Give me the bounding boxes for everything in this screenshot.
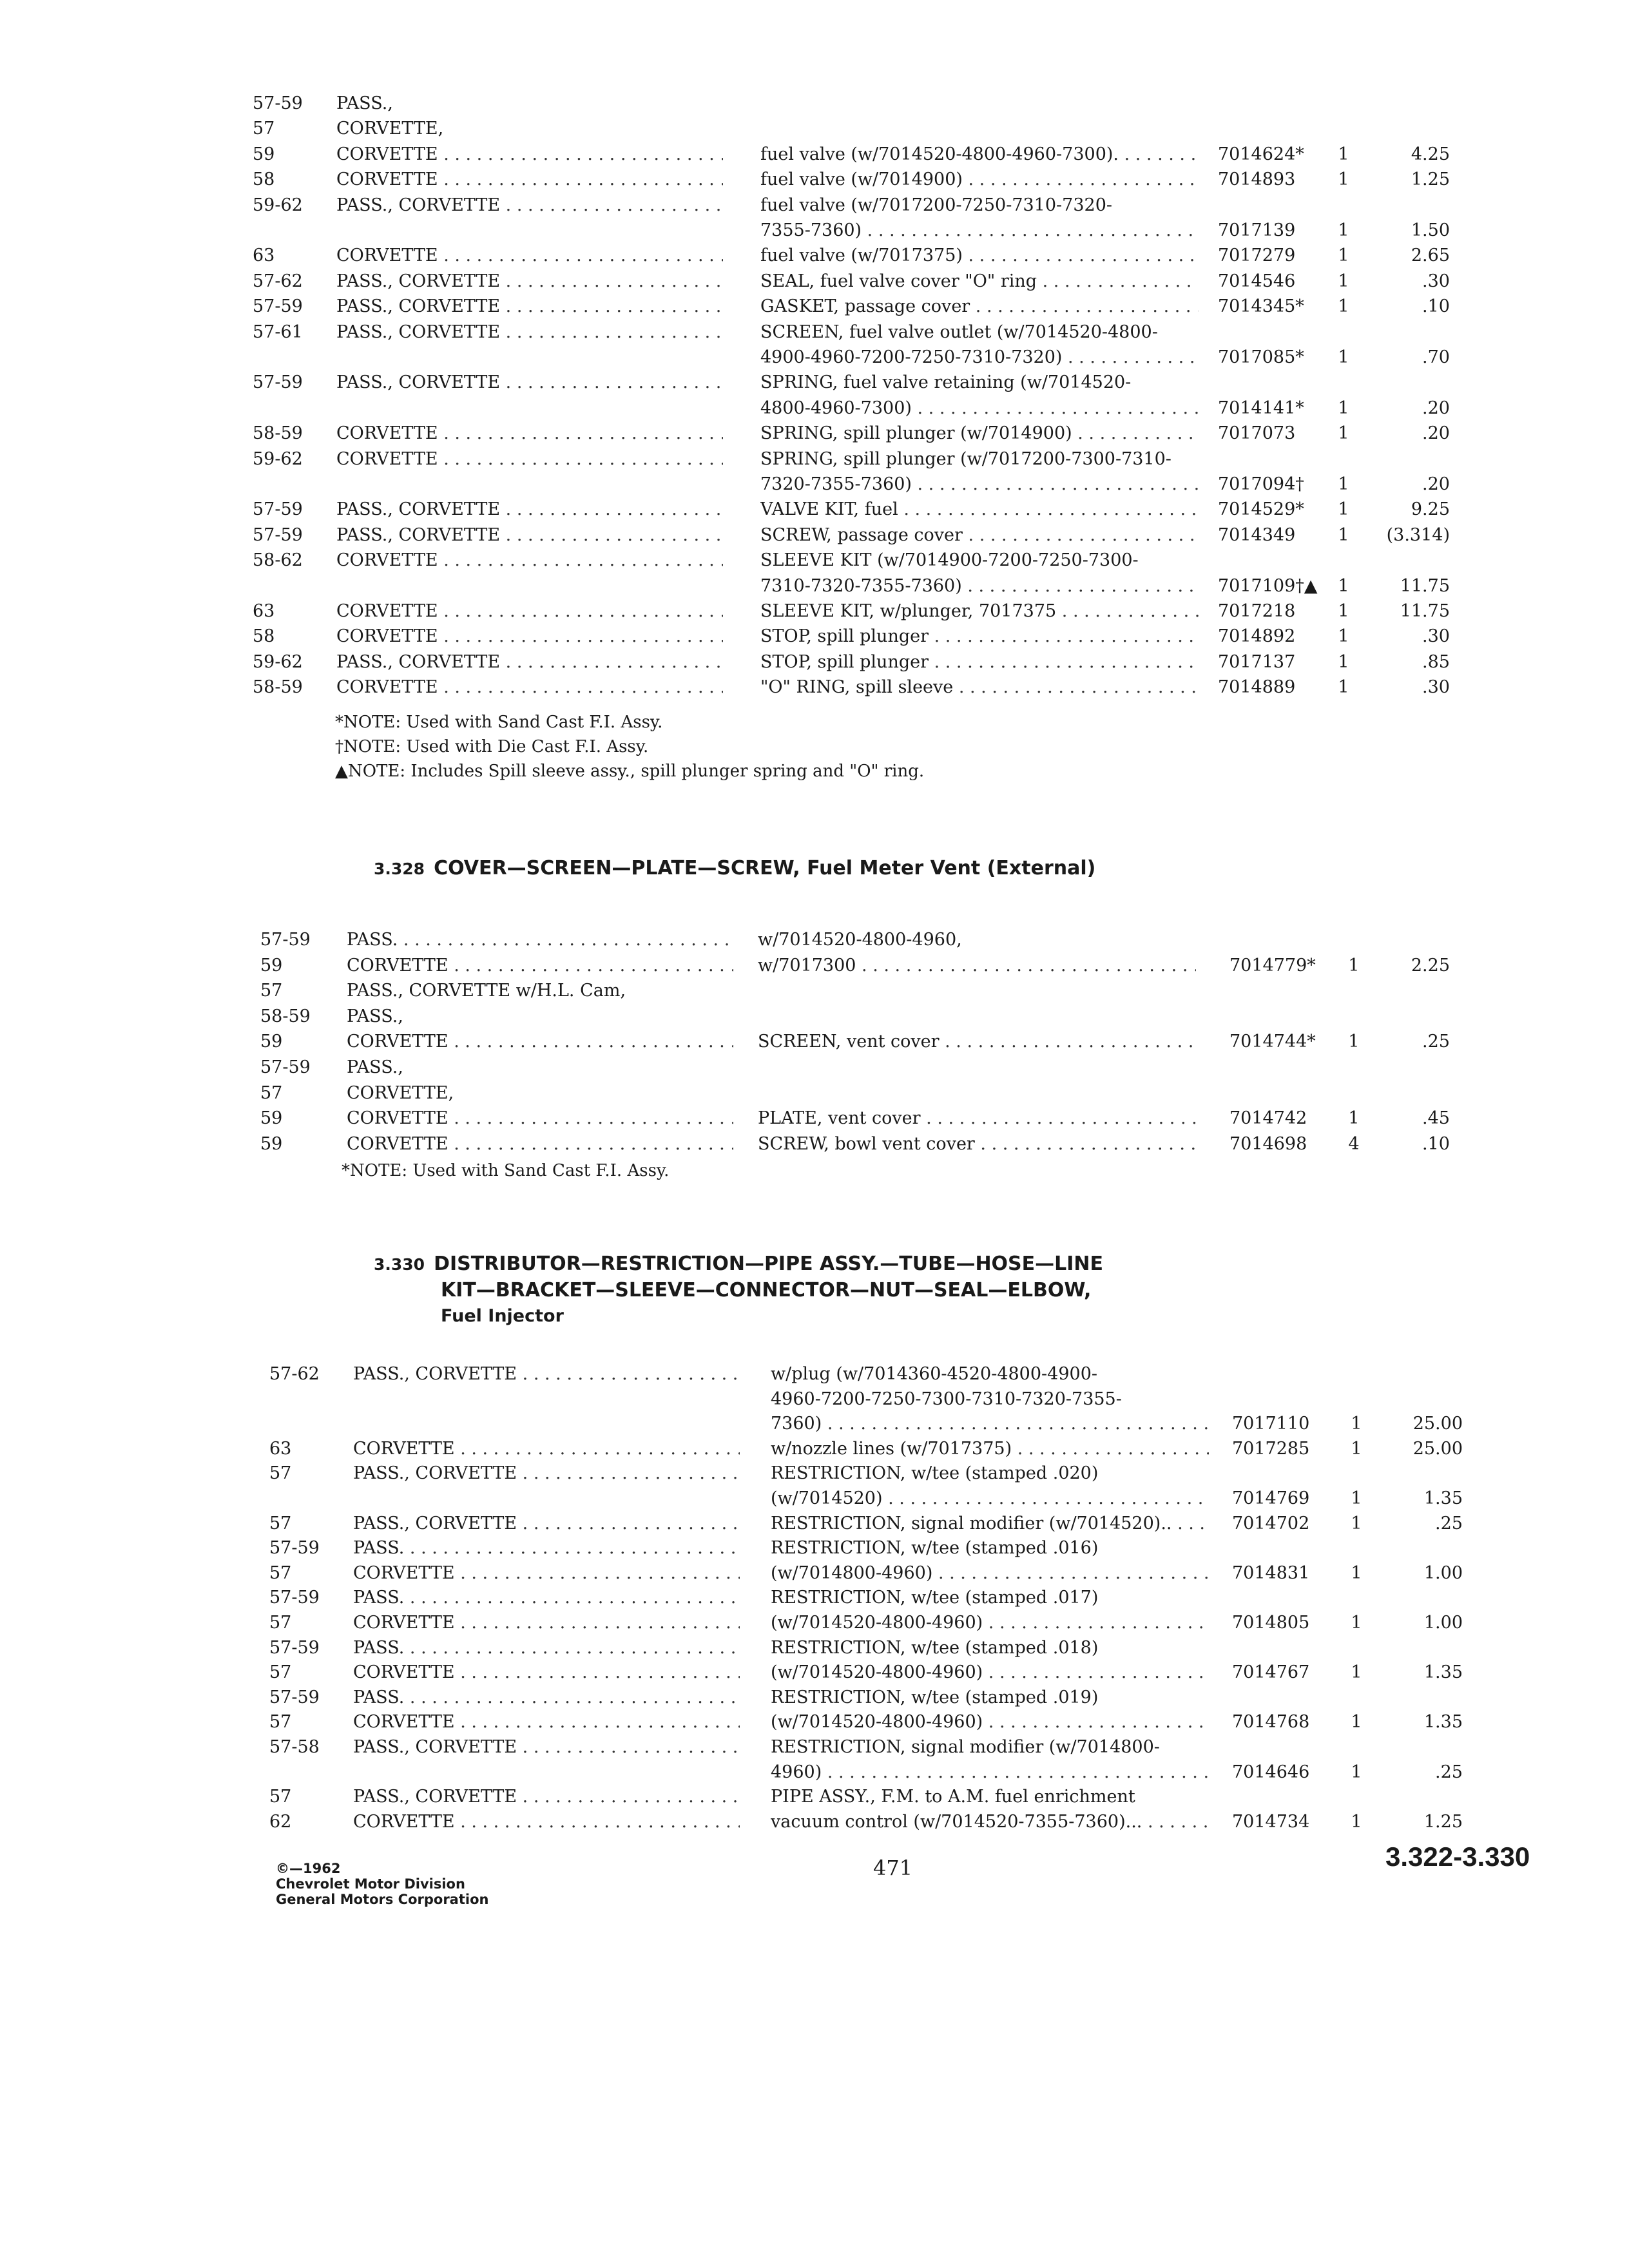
section-title-3328 (374, 856, 1469, 882)
year-range: 58-59 (253, 677, 303, 698)
quantity: 1 (1351, 1562, 1362, 1583)
part-number: 7017139 (1218, 220, 1296, 240)
part-number: 7014141* (1218, 398, 1304, 418)
year-range: 57 (269, 1787, 292, 1807)
model: PASS., (347, 1057, 403, 1077)
description: RESTRICTION, w/tee (stamped .018) (771, 1637, 1099, 1658)
description: vacuum control (w/7014520-7355-7360)... . . . (771, 1810, 1209, 1834)
part-number: 7014744* (1229, 1032, 1316, 1052)
table-row (0, 1686, 1629, 1710)
table-row (0, 1486, 1629, 1511)
description: 7360) . . . (771, 1412, 1209, 1436)
note-die-cast: †NOTE: Used with Die Cast F.I. Assy. (335, 737, 649, 756)
description: RESTRICTION, w/tee (stamped .020) (771, 1463, 1099, 1484)
year-range: 57-62 (269, 1364, 320, 1384)
year-range: 57-59 (253, 93, 303, 113)
description: fuel valve (w/7017375) . . . (760, 244, 1199, 268)
model: PASS. . . . (353, 1586, 740, 1610)
price: 2.25 (1411, 955, 1450, 975)
part-number: 7014893 (1218, 169, 1296, 190)
table-row (0, 650, 1629, 675)
model: CORVETTE . . . (347, 1132, 733, 1157)
table-row (0, 472, 1629, 497)
division-name: Chevrolet Motor Division (276, 1876, 465, 1892)
table-row (0, 574, 1629, 599)
model: CORVETTE . . . (353, 1810, 740, 1834)
model: PASS., CORVETTE . . . (336, 269, 723, 294)
price: .20 (1422, 398, 1450, 418)
model: PASS., CORVETTE . . . (353, 1512, 740, 1536)
part-number: 7014646 (1232, 1762, 1310, 1782)
table-row (0, 1055, 1629, 1080)
part-number: 7014734 (1232, 1811, 1310, 1832)
price: .25 (1435, 1513, 1463, 1533)
part-number: 7017073 (1218, 423, 1296, 444)
quantity: 1 (1338, 245, 1349, 266)
part-number: 7014805 (1232, 1613, 1310, 1633)
quantity: 1 (1351, 1613, 1362, 1633)
section-number: 3.330 (374, 1255, 425, 1274)
part-number: 7014889 (1218, 677, 1296, 698)
note-spill-sleeve: ▲NOTE: Includes Spill sleeve assy., spill plunger spring and "O" ring. (335, 762, 925, 781)
year-range: 63 (253, 245, 275, 266)
table-row (0, 1561, 1629, 1586)
quantity: 1 (1351, 1811, 1362, 1832)
part-number: 7017285 (1232, 1438, 1310, 1459)
table-row (0, 1586, 1629, 1610)
quantity: 1 (1338, 651, 1349, 672)
year-range: 57-62 (253, 271, 303, 291)
description: 4800-4960-7300) . . . (760, 396, 1199, 421)
quantity: 1 (1351, 1488, 1362, 1508)
price: .30 (1422, 677, 1450, 698)
quantity: 1 (1351, 1414, 1362, 1434)
description: SPRING, fuel valve retaining (w/7014520- (760, 372, 1132, 393)
section-title-line-1: DISTRIBUTOR—RESTRICTION—PIPE ASSY.—TUBE—HOSE—LINE (434, 1253, 1104, 1275)
description: GASKET, passage cover . . . (760, 294, 1199, 319)
price: 4.25 (1411, 144, 1450, 164)
year-range: 57 (269, 1513, 292, 1533)
description: SEAL, fuel valve cover "O" ring . . . (760, 269, 1199, 294)
year-range: 57 (269, 1662, 292, 1683)
year-range: 57-59 (269, 1538, 320, 1559)
model: PASS., CORVETTE . . . (336, 193, 723, 218)
price: 1.25 (1423, 1811, 1463, 1832)
description: RESTRICTION, w/tee (stamped .017) (771, 1588, 1099, 1608)
year-range: 57-61 (253, 322, 303, 342)
price: .10 (1422, 1133, 1450, 1154)
part-number: 7014769 (1232, 1488, 1310, 1508)
year-range: 59-62 (253, 448, 303, 469)
table-row (0, 523, 1629, 548)
quantity: 1 (1348, 1032, 1360, 1052)
part-number: 7014768 (1232, 1712, 1310, 1733)
year-range: 57-59 (269, 1637, 320, 1658)
part-number: 7014767 (1232, 1662, 1310, 1683)
description: PIPE ASSY., F.M. to A.M. fuel enrichment (771, 1787, 1135, 1807)
year-range: 57-59 (260, 930, 311, 950)
section-title-line-2: KIT—BRACKET—SLEEVE—CONNECTOR—NUT—SEAL—ELBOW, (441, 1279, 1092, 1302)
note-sand-cast-3328: *NOTE: Used with Sand Cast F.I. Assy. (342, 1161, 670, 1180)
model: PASS., CORVETTE . . . (336, 294, 723, 319)
table-row (0, 117, 1629, 141)
model: CORVETTE, (347, 1082, 454, 1103)
model: PASS., CORVETTE . . . (353, 1362, 740, 1387)
table-row (0, 954, 1629, 978)
quantity: 1 (1338, 677, 1349, 698)
model: CORVETTE . . . (336, 548, 723, 573)
year-range: 62 (269, 1811, 292, 1832)
table-row (0, 1362, 1629, 1387)
model: CORVETTE . . . (353, 1611, 740, 1635)
quantity: 1 (1338, 423, 1349, 444)
part-number: 7017110 (1232, 1414, 1310, 1434)
description: 4900-4960-7200-7250-7310-7320) . . . (760, 345, 1199, 370)
table-row (0, 1611, 1629, 1635)
price: .20 (1422, 423, 1450, 444)
table-row (0, 370, 1629, 395)
description: RESTRICTION, w/tee (stamped .016) (771, 1538, 1099, 1559)
price: 1.35 (1423, 1712, 1463, 1733)
description: SCREEN, fuel valve outlet (w/7014520-4800- (760, 322, 1158, 342)
year-range: 57-59 (253, 372, 303, 393)
part-number: 7017279 (1218, 245, 1296, 266)
quantity: 1 (1338, 524, 1349, 545)
price: .30 (1422, 271, 1450, 291)
price: .20 (1422, 474, 1450, 494)
table-row (0, 345, 1629, 370)
model: CORVETTE . . . (353, 1437, 740, 1461)
table-row (0, 624, 1629, 649)
year-range: 57 (253, 119, 275, 139)
description: VALVE KIT, fuel . . . (760, 497, 1199, 522)
description: (w/7014800-4960) . . . (771, 1561, 1209, 1586)
description: STOP, spill plunger . . . (760, 650, 1199, 675)
table-row (0, 1132, 1629, 1157)
part-number: 7014624* (1218, 144, 1304, 164)
table-row (0, 1081, 1629, 1106)
price: .25 (1422, 1032, 1450, 1052)
quantity: 1 (1338, 144, 1349, 164)
table-row (0, 1760, 1629, 1785)
model: CORVETTE . . . (347, 1106, 733, 1131)
price: .30 (1422, 626, 1450, 647)
quantity: 1 (1338, 626, 1349, 647)
quantity: 1 (1348, 1108, 1360, 1129)
table-row (0, 447, 1629, 472)
section-title-text: COVER—SCREEN—PLATE—SCREW, Fuel Meter Vent (External) (434, 857, 1096, 879)
part-number: 7017137 (1218, 651, 1296, 672)
table-row (0, 421, 1629, 446)
price: 11.75 (1400, 601, 1450, 621)
price: .70 (1422, 347, 1450, 367)
description: fuel valve (w/7017200-7250-7310-7320- (760, 195, 1112, 215)
quantity: 1 (1338, 499, 1349, 520)
quantity: 1 (1338, 169, 1349, 190)
year-range: 57-59 (253, 524, 303, 545)
year-range: 57-59 (253, 296, 303, 317)
part-number: 7014529* (1218, 499, 1304, 520)
model: PASS., CORVETTE w/H.L. Cam, (347, 981, 626, 1001)
table-row (0, 928, 1629, 952)
year-range: 58-59 (253, 423, 303, 444)
description: fuel valve (w/7014900) . . . (760, 168, 1199, 192)
model: PASS., CORVETTE . . . (336, 523, 723, 548)
year-range: 59 (260, 955, 283, 975)
description: (w/7014520-4800-4960) . . . (771, 1660, 1209, 1685)
quantity: 1 (1351, 1513, 1362, 1533)
model: CORVETTE . . . (336, 168, 723, 192)
table-row (0, 1461, 1629, 1486)
description: w/nozzle lines (w/7017375) . . . (771, 1437, 1209, 1461)
table-row (0, 1710, 1629, 1735)
description: w/plug (w/7014360-4520-4800-4900- (771, 1364, 1098, 1384)
price: .85 (1422, 651, 1450, 672)
description: 7355-7360) . . . (760, 218, 1199, 243)
description: (w/7014520-4800-4960) . . . (771, 1611, 1209, 1635)
year-range: 57-59 (269, 1588, 320, 1608)
model: PASS., CORVETTE . . . (353, 1735, 740, 1760)
quantity: 1 (1338, 220, 1349, 240)
description: w/7014520-4800-4960, (758, 930, 962, 950)
quantity: 1 (1348, 955, 1360, 975)
model: PASS. . . . (347, 928, 733, 952)
description: RESTRICTION, w/tee (stamped .019) (771, 1687, 1099, 1707)
part-number: 7017218 (1218, 601, 1296, 621)
table-row (0, 294, 1629, 319)
table-row (0, 548, 1629, 573)
model: PASS., CORVETTE . . . (336, 370, 723, 395)
table-row (0, 1735, 1629, 1760)
year-range: 57-59 (260, 1057, 311, 1077)
copyright: ©—1962 (276, 1861, 341, 1876)
section-title-3330 (374, 1251, 1469, 1329)
model: CORVETTE . . . (353, 1561, 740, 1586)
model: CORVETTE . . . (336, 675, 723, 700)
table-row (0, 1387, 1629, 1412)
table-row (0, 269, 1629, 294)
model: PASS., CORVETTE . . . (353, 1461, 740, 1486)
price: 25.00 (1412, 1438, 1463, 1459)
model: PASS., CORVETTE . . . (336, 650, 723, 675)
part-number: 7014831 (1232, 1562, 1310, 1583)
description: 7310-7320-7355-7360) . . . (760, 574, 1199, 599)
description: "O" RING, spill sleeve . . . (760, 675, 1199, 700)
price: 1.35 (1423, 1662, 1463, 1683)
section-title-line-3: Fuel Injector (441, 1306, 564, 1326)
model: CORVETTE . . . (336, 421, 723, 446)
corporation-name: General Motors Corporation (276, 1892, 489, 1907)
year-range: 59 (260, 1108, 283, 1129)
part-number: 7017109†▲ (1218, 575, 1318, 596)
year-range: 57-59 (253, 499, 303, 520)
year-range: 59-62 (253, 195, 303, 215)
part-number: 7014702 (1232, 1513, 1310, 1533)
model: CORVETTE . . . (336, 599, 723, 624)
description: SCREW, passage cover . . . (760, 523, 1199, 548)
model: CORVETTE . . . (336, 624, 723, 649)
table-row (0, 1437, 1629, 1461)
quantity: 1 (1338, 271, 1349, 291)
year-range: 57-58 (269, 1737, 320, 1757)
table-row (0, 1412, 1629, 1436)
price: 25.00 (1412, 1414, 1463, 1434)
year-range: 57 (269, 1712, 292, 1733)
part-number: 7014742 (1229, 1108, 1307, 1129)
year-range: 59 (260, 1133, 283, 1154)
footer-publisher (276, 1861, 488, 1907)
model: CORVETTE . . . (336, 142, 723, 167)
year-range: 57 (269, 1463, 292, 1484)
part-number: 7014698 (1229, 1133, 1307, 1154)
quantity: 1 (1338, 474, 1349, 494)
model: CORVETTE, (336, 119, 444, 139)
description: (w/7014520-4800-4960) . . . (771, 1710, 1209, 1735)
description: 4960) . . . (771, 1760, 1209, 1785)
section-number: 3.328 (374, 860, 425, 878)
year-range: 58-59 (260, 1006, 311, 1026)
table-row (0, 193, 1629, 218)
model: PASS. . . . (353, 1536, 740, 1561)
description: 4960-7200-7250-7300-7310-7320-7355- (771, 1389, 1122, 1409)
table-row (0, 979, 1629, 1003)
table-row (0, 91, 1629, 116)
model: CORVETTE . . . (336, 244, 723, 268)
description: PLATE, vent cover . . . (758, 1106, 1196, 1131)
model: PASS., CORVETTE . . . (336, 497, 723, 522)
price: 1.00 (1423, 1613, 1463, 1633)
description: SCREEN, vent cover . . . (758, 1030, 1196, 1054)
year-range: 63 (253, 601, 275, 621)
model: PASS., CORVETTE . . . (336, 320, 723, 345)
year-range: 57 (269, 1613, 292, 1633)
model: PASS., CORVETTE . . . (353, 1785, 740, 1809)
model: PASS. . . . (353, 1686, 740, 1710)
table-row (0, 244, 1629, 268)
table-row (0, 1636, 1629, 1660)
quantity: 1 (1351, 1662, 1362, 1683)
part-number: 7014892 (1218, 626, 1296, 647)
year-range: 59 (260, 1032, 283, 1052)
model: CORVETTE . . . (336, 447, 723, 472)
table-row (0, 320, 1629, 345)
description: RESTRICTION, signal modifier (w/7014520).. . . . (771, 1512, 1209, 1536)
table-row (0, 1536, 1629, 1561)
price: .45 (1422, 1108, 1450, 1129)
description: SPRING, spill plunger (w/7014900) . . . (760, 421, 1199, 446)
year-range: 57 (269, 1562, 292, 1583)
model: CORVETTE . . . (353, 1710, 740, 1735)
table-row (0, 1512, 1629, 1536)
table-row (0, 1030, 1629, 1054)
part-number: 7017085* (1218, 347, 1304, 367)
quantity: 1 (1338, 296, 1349, 317)
quantity: 1 (1351, 1712, 1362, 1733)
table-row (0, 396, 1629, 421)
price: .10 (1422, 296, 1450, 317)
table-row (0, 675, 1629, 700)
description: SPRING, spill plunger (w/7017200-7300-7310- (760, 448, 1171, 469)
model: PASS., (336, 93, 393, 113)
quantity: 1 (1338, 398, 1349, 418)
table-row (0, 599, 1629, 624)
price: (3.314) (1386, 524, 1450, 545)
table-row (0, 1004, 1629, 1029)
part-number: 7017094† (1218, 474, 1304, 494)
description: (w/7014520) . . . (771, 1486, 1209, 1511)
description: SLEEVE KIT, w/plunger, 7017375 . . . (760, 599, 1199, 624)
year-range: 58-62 (253, 550, 303, 571)
model: CORVETTE . . . (353, 1660, 740, 1685)
quantity: 1 (1338, 601, 1349, 621)
model: CORVETTE . . . (347, 1030, 733, 1054)
price: 1.00 (1423, 1562, 1463, 1583)
quantity: 1 (1338, 575, 1349, 596)
table-row (0, 168, 1629, 192)
table-row (0, 497, 1629, 522)
price: 2.65 (1411, 245, 1450, 266)
year-range: 58 (253, 626, 275, 647)
table-row (0, 142, 1629, 167)
table-row (0, 1106, 1629, 1131)
year-range: 59-62 (253, 651, 303, 672)
model: PASS., (347, 1006, 403, 1026)
table-row (0, 1810, 1629, 1834)
part-number: 7014345* (1218, 296, 1304, 317)
price: 1.25 (1411, 169, 1450, 190)
quantity: 4 (1348, 1133, 1360, 1154)
description: RESTRICTION, signal modifier (w/7014800- (771, 1737, 1160, 1757)
description: 7320-7355-7360) . . . (760, 472, 1199, 497)
model: PASS. . . . (353, 1636, 740, 1660)
part-number: 7014349 (1218, 524, 1296, 545)
price: 9.25 (1411, 499, 1450, 520)
year-range: 63 (269, 1438, 292, 1459)
quantity: 1 (1351, 1438, 1362, 1459)
table-row (0, 1785, 1629, 1809)
table-row (0, 218, 1629, 243)
quantity: 1 (1351, 1762, 1362, 1782)
note-sand-cast: *NOTE: Used with Sand Cast F.I. Assy. (335, 713, 663, 732)
part-number: 7014779* (1229, 955, 1316, 975)
group-range: 3.322-3.330 (1385, 1841, 1530, 1872)
part-number: 7014546 (1218, 271, 1296, 291)
year-range: 57-59 (269, 1687, 320, 1707)
page-number: 471 (873, 1856, 913, 1880)
description: SLEEVE KIT (w/7014900-7200-7250-7300- (760, 550, 1139, 571)
price: 1.35 (1423, 1488, 1463, 1508)
price: 1.50 (1411, 220, 1450, 240)
quantity: 1 (1338, 347, 1349, 367)
year-range: 59 (253, 144, 275, 164)
year-range: 57 (260, 981, 283, 1001)
description: STOP, spill plunger . . . (760, 624, 1199, 649)
description: w/7017300 . . . (758, 954, 1196, 978)
table-row (0, 1660, 1629, 1685)
description: fuel valve (w/7014520-4800-4960-7300). . . . (760, 142, 1199, 167)
price: .25 (1435, 1762, 1463, 1782)
price: 11.75 (1400, 575, 1450, 596)
description: SCREW, bowl vent cover . . . (758, 1132, 1196, 1157)
year-range: 57 (260, 1082, 283, 1103)
model: CORVETTE . . . (347, 954, 733, 978)
year-range: 58 (253, 169, 275, 190)
